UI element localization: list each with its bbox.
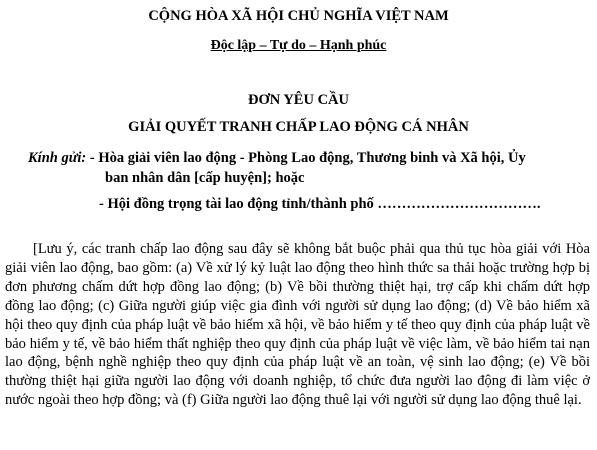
note-paragraph: [Lưu ý, các tranh chấp lao động sau đây sẽ không bắt buộc phải qua thủ tục hòa giải với Hòa giải viên lao động, bao gồm: (a) Về xử lý kỷ luật lao động theo hình thức sa thải hoặc trường hợp bị đơn phương chấm dứt hợp đồng lao động; (b) Về bồi thường thiệt hại, trợ cấp khi chấm dứt hợp đồng lao động; (c) Giữa người giúp việc gia đình với người sử dụng lao động; (d) Về bảo hiểm xã hội theo quy định của pháp luật về bảo hiểm xã hội, về bảo hiểm y tế theo quy định của pháp luật về bảo hiểm y tế, về bảo hiểm thất nghiệp theo quy định của pháp luật về việc làm, về bảo hiểm tai nạn lao động, bệnh nghề nghiệp theo quy định của pháp luật về an toàn, vệ sinh lao động; (e) Về bồi thường thiệt hại giữa người lao động với doanh nghiệp, tổ chức đưa người lao động đi làm việc ở nước ngoài theo hợp đồng; và (f) Giữa người lao động thuê lại với người sử dụng lao động thuê lại. <box>5 241 590 409</box>
motto <box>0 38 597 54</box>
document-title: ĐƠN YÊU CẦU <box>248 92 349 108</box>
recipient-label: Kính gửi: <box>28 150 87 166</box>
motto-text: Độc lập – Tự do – Hạnh phúc <box>210 38 387 53</box>
recipient-line-1 <box>28 150 526 167</box>
document-subtitle: GIẢI QUYẾT TRANH CHẤP LAO ĐỘNG CÁ NHÂN <box>128 119 469 135</box>
nation-heading: CỘNG HÒA XÃ HỘI CHỦ NGHĨA VIỆT NAM <box>148 8 449 24</box>
recipient-line-3: - Hội đồng trọng tài lao động tỉnh/thành phố ……………………………. <box>99 196 541 212</box>
recipient-text-1: - Hòa giải viên lao động - Phòng Lao động, Thương binh và Xã hội, Ủy <box>86 150 526 166</box>
recipient-line-2: ban nhân dân [cấp huyện]; hoặc <box>105 170 305 186</box>
